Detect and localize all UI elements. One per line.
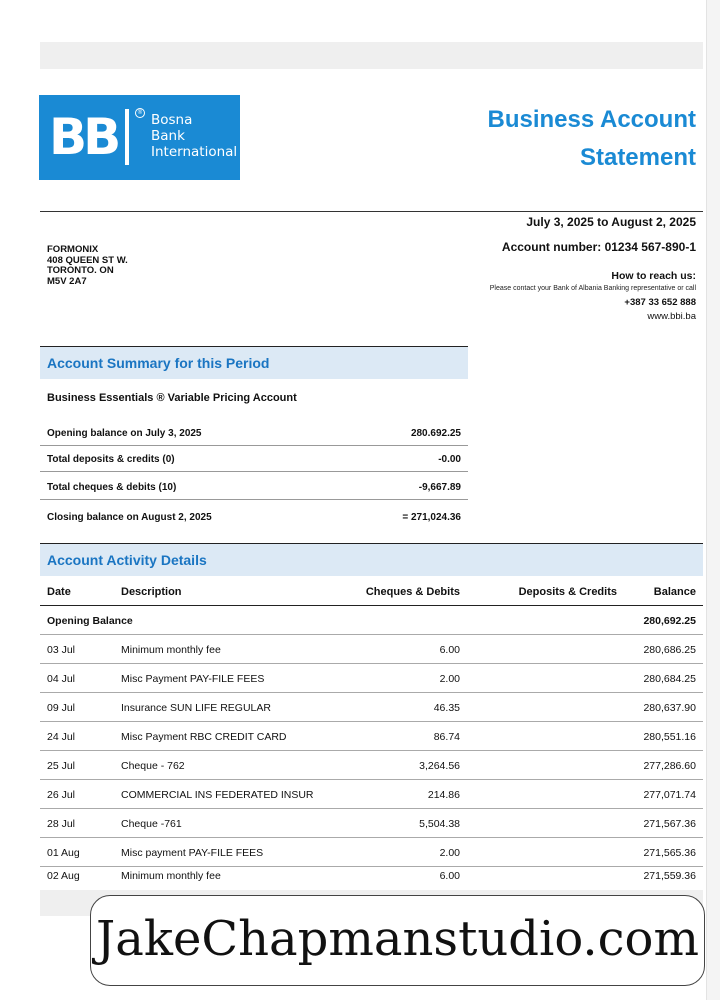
column-header-cheques: Cheques & Debits — [365, 586, 460, 598]
tx-cheques: 2.00 — [439, 673, 460, 685]
tx-balance: 280,686.25 — [643, 644, 696, 656]
tx-description: Misc Payment PAY-FILE FEES — [121, 673, 265, 685]
tx-date: 24 Jul — [47, 731, 76, 743]
tx-date: 28 Jul — [47, 818, 76, 830]
summary-label: Opening balance on July 3, 2025 — [47, 428, 202, 439]
summary-amount: = 271,024.36 — [402, 512, 461, 523]
account-number: Account number: 01234 567-890-1 — [501, 240, 696, 254]
account-product-name: Business Essentials ® Variable Pricing Account — [47, 392, 297, 404]
table-row — [40, 722, 703, 751]
tx-balance: 280,637.90 — [643, 702, 696, 714]
header-divider — [40, 211, 703, 212]
table-row — [40, 780, 703, 809]
tx-cheques: 5,504.38 — [419, 818, 460, 830]
table-row — [40, 635, 703, 664]
address-line: 408 QUEEN ST W. — [47, 254, 128, 266]
contact-note: Please contact your Bank of Albania Banking representative or call — [489, 285, 696, 292]
column-header-deposits: Deposits & Credits — [518, 586, 617, 598]
tx-cheques: 6.00 — [439, 870, 460, 882]
tx-description: Minimum monthly fee — [121, 644, 221, 656]
summary-amount: 280.692.25 — [410, 428, 461, 439]
summary-label: Total deposits & credits (0) — [47, 454, 175, 465]
logo-line: International — [151, 144, 238, 160]
watermark-text: JakeChapmanstudio.com — [96, 911, 699, 967]
tx-date: 02 Aug — [47, 870, 80, 882]
summary-row — [40, 474, 468, 500]
activity-heading: Account Activity Details — [40, 543, 703, 576]
page-edge — [706, 0, 720, 1000]
table-row — [40, 809, 703, 838]
table-row — [40, 664, 703, 693]
customer-address — [47, 245, 128, 287]
summary-row — [40, 446, 468, 472]
tx-cheques: 86.74 — [433, 731, 460, 743]
opening-balance-label: Opening Balance — [47, 615, 133, 627]
address-line: TORONTO. ON — [47, 265, 114, 276]
table-row — [40, 861, 703, 890]
top-gray-band — [40, 42, 703, 69]
summary-row — [40, 419, 468, 445]
tx-balance: 271,559.36 — [643, 870, 696, 882]
tx-balance: 280,551.16 — [643, 731, 696, 743]
tx-date: 01 Aug — [47, 847, 80, 859]
tx-description: Cheque - 762 — [121, 760, 185, 772]
title-line-1: Business Account — [487, 106, 696, 133]
tx-date: 25 Jul — [47, 760, 76, 772]
tx-cheques: 46.35 — [433, 702, 460, 714]
summary-label: Total cheques & debits (10) — [47, 482, 177, 493]
opening-balance-amount: 280,692.25 — [643, 615, 696, 627]
address-line: FORMONIX — [47, 244, 99, 255]
tx-balance: 271,567.36 — [643, 818, 696, 830]
logo-line: Bank — [151, 128, 185, 144]
tx-date: 26 Jul — [47, 789, 76, 801]
statement-period: July 3, 2025 to August 2, 2025 — [526, 215, 696, 229]
tx-description: Misc Payment RBC CREDIT CARD — [121, 731, 287, 743]
tx-cheques: 214.86 — [427, 789, 460, 801]
contact-website: www.bbi.ba — [647, 311, 696, 322]
tx-cheques: 3,264.56 — [419, 760, 460, 772]
contact-phone: +387 33 652 888 — [624, 297, 696, 308]
tx-description: Misc payment PAY-FILE FEES — [121, 847, 264, 859]
tx-description: COMMERCIAL INS FEDERATED INSUR — [121, 789, 314, 801]
summary-amount: -9,667.89 — [418, 482, 461, 493]
tx-date: 04 Jul — [47, 673, 76, 685]
tx-balance: 277,286.60 — [643, 760, 696, 772]
tx-balance: 280,684.25 — [643, 673, 696, 685]
summary-row — [40, 503, 468, 529]
tx-date: 09 Jul — [47, 702, 76, 714]
logo-mark: BB — [49, 108, 118, 166]
registered-icon: ® — [135, 108, 145, 118]
logo-line: Bosna — [151, 112, 193, 128]
tx-cheques: 2.00 — [439, 847, 460, 859]
logo-mark-bar — [125, 109, 129, 165]
table-row — [40, 693, 703, 722]
document-title — [366, 101, 696, 177]
title-line-2: Statement — [579, 144, 696, 171]
logo-wordmark — [151, 112, 237, 160]
tx-date: 03 Jul — [47, 644, 76, 656]
summary-amount: -0.00 — [438, 454, 461, 465]
tx-balance: 271,565.36 — [643, 847, 696, 859]
bank-logo — [39, 95, 240, 180]
activity-table-header — [40, 578, 703, 606]
column-header-balance: Balance — [653, 586, 696, 598]
address-line: M5V 2A7 — [47, 275, 87, 287]
column-header-date: Date — [47, 586, 71, 598]
tx-description: Cheque -761 — [121, 818, 182, 830]
tx-description: Insurance SUN LIFE REGULAR — [121, 702, 271, 714]
opening-balance-row — [40, 606, 703, 635]
summary-heading: Account Summary for this Period — [40, 346, 468, 379]
column-header-description: Description — [121, 586, 182, 598]
tx-description: Minimum monthly fee — [121, 870, 221, 882]
tx-balance: 277,071.74 — [643, 789, 696, 801]
contact-heading: How to reach us: — [611, 270, 696, 282]
tx-cheques: 6.00 — [439, 644, 460, 656]
table-row — [40, 751, 703, 780]
watermark-banner — [90, 895, 705, 986]
summary-label: Closing balance on August 2, 2025 — [47, 512, 212, 523]
